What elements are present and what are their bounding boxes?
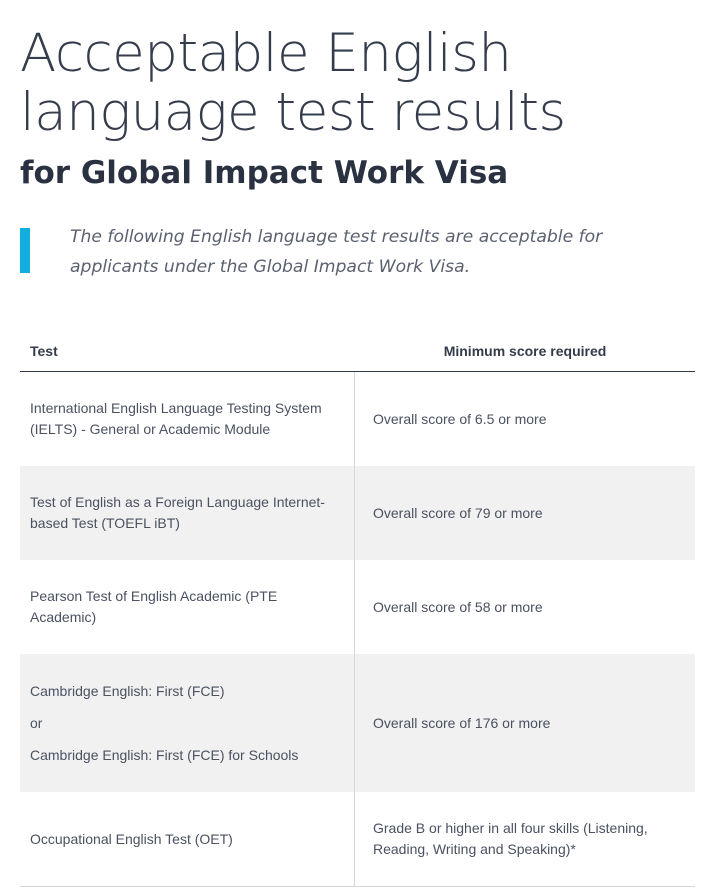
table-row: [20, 560, 695, 654]
test-name-cell: [20, 466, 355, 560]
page-title-line-2: language test results: [20, 82, 566, 143]
test-name-or: or: [30, 714, 43, 731]
column-header-minimum-score: Minimum score required: [443, 343, 607, 359]
minimum-score: Overall score of 6.5 or more: [373, 410, 547, 427]
minimum-score: Grade B or higher in all four skills (Listening, Reading, Writing and Speaking)*: [373, 820, 648, 857]
column-header-test: Test: [30, 343, 58, 359]
score-cell: [355, 792, 695, 886]
page-title-line-1: Acceptable English: [20, 23, 512, 84]
score-cell: [355, 654, 695, 792]
test-name-cell: [20, 372, 355, 466]
test-name: Cambridge English: First (FCE) for Schools: [30, 746, 299, 763]
score-cell: [355, 560, 695, 654]
test-name: Cambridge English: First (FCE): [30, 682, 225, 699]
intro-text: The following English language test results are acceptable for applicants under the Global Impact Work Visa.: [70, 227, 603, 277]
score-cell: [355, 372, 695, 466]
test-name: Pearson Test of English Academic (PTE Academic): [30, 588, 278, 625]
test-name-cell: [20, 792, 355, 886]
score-cell: [355, 466, 695, 560]
table-row: [20, 466, 695, 560]
test-name: Occupational English Test (OET): [30, 830, 233, 847]
table-row: [20, 792, 695, 886]
table-header-row: [20, 330, 695, 372]
test-name-cell: [20, 560, 355, 654]
test-name: International English Language Testing System (IELTS) - General or Academic Module: [30, 400, 322, 437]
test-name: Test of English as a Foreign Language Internet-based Test (TOEFL iBT): [30, 494, 325, 531]
page-title: [20, 24, 695, 142]
test-results-table: [20, 330, 695, 887]
minimum-score: Overall score of 79 or more: [373, 504, 543, 521]
page-subtitle: for Global Impact Work Visa: [20, 155, 509, 191]
minimum-score: Overall score of 176 or more: [373, 714, 551, 731]
table-bottom-rule: [20, 886, 695, 887]
intro-accent-bar: [20, 228, 30, 273]
table-row: [20, 372, 695, 466]
minimum-score: Overall score of 58 or more: [373, 598, 543, 615]
table-row: [20, 654, 695, 792]
test-name-cell: [20, 654, 355, 792]
